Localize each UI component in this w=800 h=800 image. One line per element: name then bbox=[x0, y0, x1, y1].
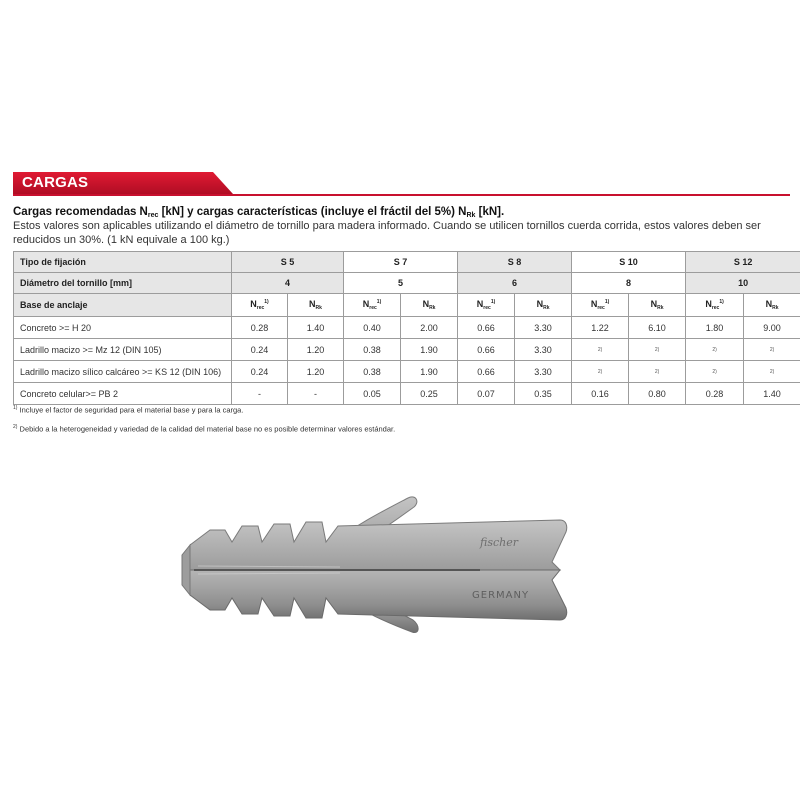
table-cell: 0.24 bbox=[232, 339, 288, 361]
table-cell: 1.22 bbox=[572, 317, 629, 339]
col-header-nrec: $N_{rec}^{1)}$ bbox=[458, 294, 515, 317]
col-header-nrk: $N_{Rk}$ bbox=[629, 294, 686, 317]
table-cell: 0.28 bbox=[686, 383, 744, 405]
brand-engraving: fischer bbox=[480, 536, 518, 549]
table-cell: 0.24 bbox=[232, 361, 288, 383]
table-cell: 2) bbox=[629, 339, 686, 361]
diameter-cell: 5 bbox=[344, 273, 458, 294]
type-row-label: Tipo de fijación bbox=[14, 252, 232, 273]
table-cell: 1.20 bbox=[288, 361, 344, 383]
table-cell: 0.05 bbox=[344, 383, 401, 405]
diameter-row bbox=[14, 273, 800, 294]
row-label: Concreto >= H 20 bbox=[14, 317, 232, 339]
table-cell: 0.38 bbox=[344, 361, 401, 383]
table-row bbox=[14, 383, 800, 405]
section-title: CARGAS bbox=[22, 174, 89, 191]
wall-plug-image bbox=[180, 490, 570, 650]
table-cell: 2) bbox=[572, 339, 629, 361]
diameter-row-label: Diámetro del tornillo [mm] bbox=[14, 273, 232, 294]
type-cell: S 7 bbox=[344, 252, 458, 273]
section-divider bbox=[13, 194, 790, 196]
col-header-nrec: $N_{rec}^{1)}$ bbox=[686, 294, 744, 317]
type-cell: S 8 bbox=[458, 252, 572, 273]
loads-table bbox=[13, 251, 800, 405]
table-cell: 9.00 bbox=[744, 317, 800, 339]
table-row bbox=[14, 339, 800, 361]
type-cell: S 12 bbox=[686, 252, 800, 273]
diameter-cell: 8 bbox=[572, 273, 686, 294]
table-cell: 2) bbox=[744, 339, 800, 361]
table-cell: 0.16 bbox=[572, 383, 629, 405]
table-cell: 6.10 bbox=[629, 317, 686, 339]
table-row bbox=[14, 317, 800, 339]
table-cell: 2) bbox=[686, 361, 744, 383]
table-cell: 1.40 bbox=[744, 383, 800, 405]
table-cell: 2) bbox=[744, 361, 800, 383]
table-cell: 1.80 bbox=[686, 317, 744, 339]
row-label: Ladrillo macizo >= Mz 12 (DIN 105) bbox=[14, 339, 232, 361]
table-cell: 0.66 bbox=[458, 361, 515, 383]
loads-subtitle: Cargas recomendadas $N_{rec}$ [kN] y cargas características (incluye el fráctil del 5%) $N_{Rk}$ [kN]. bbox=[13, 206, 505, 219]
col-header-nrec: $N_{rec}^{1)}$ bbox=[344, 294, 401, 317]
col-header-nrec: $N_{rec}^{1)}$ bbox=[572, 294, 629, 317]
diameter-cell: 6 bbox=[458, 273, 572, 294]
footnote-2: $^{2)}$ Debido a la heterogeneidad y variedad de la calidad del material base no es posible determinar valores estándar. bbox=[13, 424, 396, 434]
table-cell: 0.25 bbox=[401, 383, 458, 405]
base-row-label: Base de anclaje bbox=[14, 294, 232, 317]
row-label: Concreto celular>= PB 2 bbox=[14, 383, 232, 405]
table-cell: 0.07 bbox=[458, 383, 515, 405]
table-cell: 1.90 bbox=[401, 339, 458, 361]
germany-engraving: GERMANY bbox=[472, 590, 530, 601]
col-header-nrk: $N_{Rk}$ bbox=[515, 294, 572, 317]
column-header-row bbox=[14, 294, 800, 317]
type-row bbox=[14, 252, 800, 273]
table-cell: 1.40 bbox=[288, 317, 344, 339]
row-label: Ladrillo macizo sílico calcáreo >= KS 12 (DIN 106) bbox=[14, 361, 232, 383]
table-cell: 0.66 bbox=[458, 317, 515, 339]
col-header-nrec: $N_{rec}^{1)}$ bbox=[232, 294, 288, 317]
table-cell: 0.40 bbox=[344, 317, 401, 339]
table-row bbox=[14, 361, 800, 383]
loads-description: Estos valores son aplicables utilizando el diámetro de tornillo para madera informado. Cuando se utilicen tornillos cuerda corrida, estos valores deben ser reducidos un 30%. (1 kN equivale a 100 kg.) bbox=[13, 220, 761, 246]
footnote-1: $^{1)}$ Incluye el factor de seguridad para el material base y para la carga. bbox=[13, 405, 244, 415]
table-cell: 2) bbox=[629, 361, 686, 383]
table-cell: 3.30 bbox=[515, 317, 572, 339]
type-cell: S 10 bbox=[572, 252, 686, 273]
type-cell: S 5 bbox=[232, 252, 344, 273]
table-cell: - bbox=[232, 383, 288, 405]
diameter-cell: 10 bbox=[686, 273, 800, 294]
table-cell: 2) bbox=[572, 361, 629, 383]
table-cell: 3.30 bbox=[515, 339, 572, 361]
table-cell: 2.00 bbox=[401, 317, 458, 339]
table-cell: 0.80 bbox=[629, 383, 686, 405]
table-cell: 2) bbox=[686, 339, 744, 361]
col-header-nrk: $N_{Rk}$ bbox=[401, 294, 458, 317]
table-cell: 3.30 bbox=[515, 361, 572, 383]
table-cell: 1.20 bbox=[288, 339, 344, 361]
table-cell: - bbox=[288, 383, 344, 405]
col-header-nrk: $N_{Rk}$ bbox=[744, 294, 800, 317]
table-cell: 0.66 bbox=[458, 339, 515, 361]
table-cell: 0.28 bbox=[232, 317, 288, 339]
table-cell: 0.35 bbox=[515, 383, 572, 405]
table-cell: 1.90 bbox=[401, 361, 458, 383]
col-header-nrk: $N_{Rk}$ bbox=[288, 294, 344, 317]
diameter-cell: 4 bbox=[232, 273, 344, 294]
table-cell: 0.38 bbox=[344, 339, 401, 361]
